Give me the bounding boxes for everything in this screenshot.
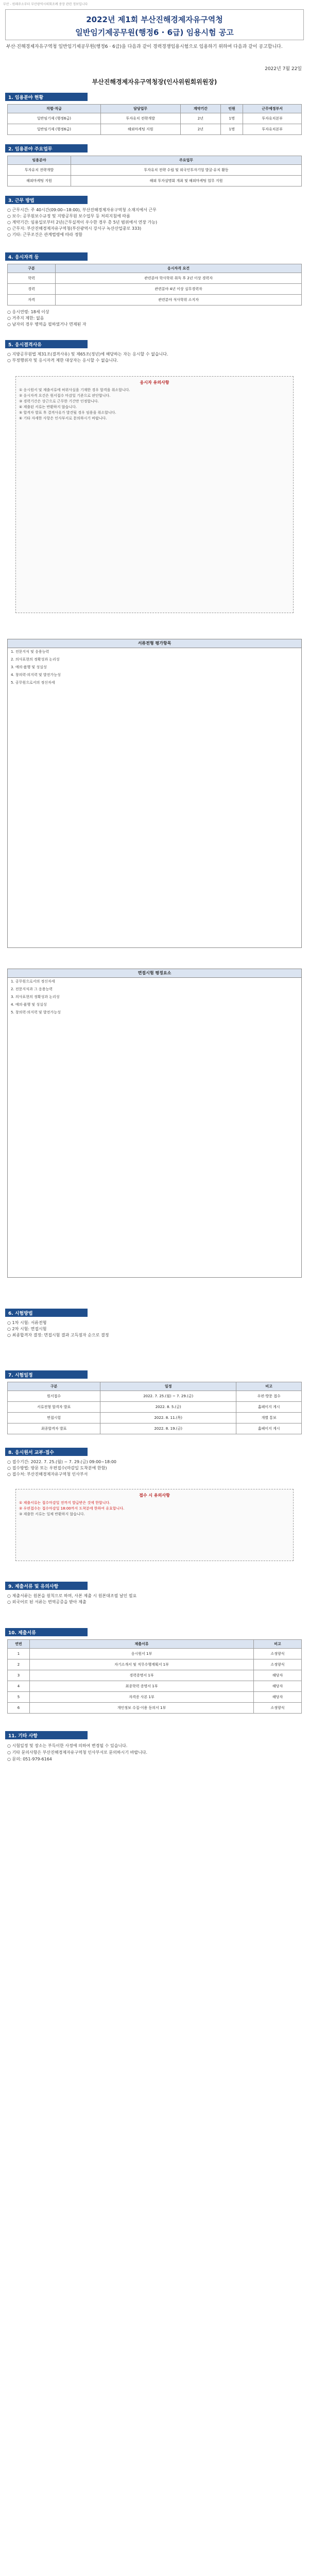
cell: 해당자	[254, 1681, 302, 1692]
table-row	[8, 1413, 302, 1423]
list-item: 4. 창의력·의지력 및 발전가능성	[11, 673, 61, 677]
cell: 투자유치 전략 수립 및 외국인투자기업 발굴·유치 활동	[71, 165, 302, 176]
cell: 해외마케팅 지원	[100, 124, 180, 135]
notice-line: ⑤ 합격자 발표 후 결격사유가 발견될 경우 임용을 취소합니다.	[19, 411, 116, 415]
section-7-title: 7. 시험일정	[5, 1370, 88, 1379]
list-item: 4. 예의·품행 및 성실성	[11, 1003, 47, 1007]
applicant-notice-box	[15, 376, 294, 613]
schedule-table	[7, 1382, 302, 1434]
section-11-title: 11. 기타 사항	[5, 1731, 88, 1739]
t1-h0: 직렬·직급	[8, 105, 101, 113]
table-row	[8, 165, 302, 176]
cell: 홈페이지 게시	[236, 1402, 302, 1413]
section-3-title: 3. 근무 방법	[5, 196, 88, 204]
table-row	[8, 124, 302, 135]
list-item: 5. 공무원으로서의 정신자세	[11, 681, 55, 685]
cell: 2022. 8. 11.(목)	[100, 1413, 236, 1423]
cell: 일반임기제 (행정6급)	[8, 124, 101, 135]
cell: 개별 통보	[236, 1413, 302, 1423]
table-row	[8, 1402, 302, 1413]
announcement-date: 2022년 7월 22일	[265, 66, 302, 72]
notice-line: ② 응시자격 요건은 원서접수 마감일 기준으로 판단합니다.	[19, 394, 111, 398]
cell: 경력증명서 1부	[30, 1670, 254, 1681]
t4-h1: 응시자격 요건	[56, 264, 302, 273]
title-line1: 2022년 제1회 부산진해경제자유구역청	[86, 15, 223, 24]
eligibility-text: ○ 응시연령: 18세 이상 ○ 거주지 제한: 없음 ○ 남자의 경우 병역을 필하였거나 면제된 자	[7, 310, 87, 327]
t7-h0: 구분	[8, 1382, 100, 1391]
cell: 해당자	[254, 1670, 302, 1681]
section-5-title: 5. 응시결격사유	[5, 340, 88, 348]
cell: 투자유치본부	[243, 113, 302, 124]
cell: 해외마케팅 지원	[8, 176, 71, 187]
cell: 우편·방문 접수	[236, 1391, 302, 1402]
cell: 5	[8, 1692, 30, 1703]
notice-line: ③ 경력기간은 상근으로 근무한 기간만 인정합니다.	[19, 399, 99, 403]
organization-name: 부산진해경제자유구역청장(인사위원회위원장)	[92, 78, 217, 86]
list-item: 3. 의사표현의 정확성과 논리성	[11, 995, 60, 999]
documents-table	[7, 1639, 302, 1714]
section-9-title: 9. 제출서류 및 유의사항	[5, 1582, 88, 1590]
t4-h0: 구분	[8, 264, 56, 273]
t1-h1: 담당업무	[100, 105, 180, 113]
cell: 6	[8, 1703, 30, 1714]
disqualification-text: ○ 지방공무원법 제31조(결격사유) 및 제65조(정년)에 해당하는 자는 응시할 수 없습니다. ○ 부정행위자 및 응시자격 제한 대상자는 응시할 수 없습니다.	[7, 352, 168, 363]
cell: 3	[8, 1670, 30, 1681]
table-row	[8, 284, 302, 295]
table-row	[8, 295, 302, 306]
recruitment-table	[7, 104, 302, 135]
duties-table	[7, 156, 302, 187]
cell: 자격증 사본 1부	[30, 1692, 254, 1703]
list-item: 2. 전문지식과 그 응용능력	[11, 987, 53, 991]
cell: 2022. 8. 19.(금)	[100, 1423, 236, 1434]
t10-h0: 연번	[8, 1640, 30, 1649]
t10-h2: 비고	[254, 1640, 302, 1649]
list-item: 3. 예의·품행 및 성실성	[11, 665, 47, 669]
section-10-title: 10. 제출서류	[5, 1628, 88, 1636]
table-row	[8, 1649, 302, 1659]
t1-h3: 인원	[221, 105, 243, 113]
cell: 경력	[8, 284, 56, 295]
t1-h2: 계약기간	[180, 105, 220, 113]
notice-line: ① 제출서류는 접수마감일 전까지 발급받은 것에 한합니다.	[19, 1501, 111, 1505]
t2-h0: 임용분야	[8, 156, 71, 165]
cell: 관련분야 4년 이상 실무경력자	[56, 284, 302, 295]
section-2-title: 2. 임용분야 주요업무	[5, 144, 88, 152]
submission-notes-text: ○ 제출서류는 원본을 원칙으로 하며, 사본 제출 시 원본대조필 날인 필요 ○ 외국어로 된 서류는 번역공증을 받아 제출	[7, 1594, 137, 1604]
cell: 2년	[180, 113, 220, 124]
cell: 2	[8, 1659, 30, 1670]
exam-method-text: ○ 1차 시험: 서류전형 ○ 2차 시험: 면접시험 ○ 최종합격자 결정: 면접시험 결과 고득점자 순으로 결정	[7, 1320, 109, 1337]
screening-header: 서류전형 평가항목	[8, 639, 301, 648]
notice-line: ③ 제출한 서류는 일체 반환하지 않습니다.	[19, 1512, 85, 1516]
title-box	[5, 9, 304, 40]
cell: 투자유치 전략개발	[8, 165, 71, 176]
cell: 응시원서 1부	[30, 1649, 254, 1659]
notice-title: 접수 시 유의사항	[139, 1493, 170, 1498]
t7-h1: 일정	[100, 1382, 236, 1391]
t7-h2: 비고	[236, 1382, 302, 1391]
notice-line: ④ 제출된 서류는 반환하지 않습니다.	[19, 405, 77, 409]
cell: 4	[8, 1681, 30, 1692]
cell: 개인정보 수집·이용 동의서 1부	[30, 1703, 254, 1714]
qualification-table	[7, 264, 302, 306]
title-line2: 일반임기제공무원(행정6 · 6급) 임용시험 공고	[75, 28, 234, 37]
work-conditions-text: ○ 근무시간: 주 40시간(09:00~18:00), 부산진해경제자유구역청 소재지에서 근무 ○ 보수: 공무원보수규정 및 지방공무원 보수업무 등 처리지침에 따름 ○ 계약기간: 임용일로부터 2년(근무실적이 우수한 경우 총 5년 범위에서 연장 가능) ○ 근무지: 부산진해경제자유구역청(부산광역시 강서구 녹산산업중로 333) ○ 기타: 근무조건은 관계법령에 따라 정함	[7, 208, 158, 237]
cell: 1명	[221, 113, 243, 124]
t2-h1: 주요업무	[71, 156, 302, 165]
top-note: 부산 - 원래주소부터 부산광역시의회조례 중장 관련 정보입니다	[3, 3, 88, 6]
table-row	[8, 1681, 302, 1692]
t10-h1: 제출서류	[30, 1640, 254, 1649]
cell: 최종합격자 발표	[8, 1423, 100, 1434]
interview-table	[7, 969, 302, 1278]
section-8-title: 8. 응시원서 교부·접수	[5, 1448, 88, 1456]
cell: 홈페이지 게시	[236, 1423, 302, 1434]
cell: 최종학력 증명서 1부	[30, 1681, 254, 1692]
table-row	[8, 1423, 302, 1434]
cell: 2022. 8. 5.(금)	[100, 1402, 236, 1413]
table-row	[8, 1703, 302, 1714]
cell: 일반임기제 (행정6급)	[8, 113, 101, 124]
notice-line: ① 응시원서 및 제출서류에 허위사실을 기재한 경우 합격을 취소합니다.	[19, 388, 130, 392]
table-row	[8, 1692, 302, 1703]
document-screening-table	[7, 639, 302, 948]
cell: 2022. 7. 25.(월) ~ 7. 29.(금)	[100, 1391, 236, 1402]
table-row	[8, 273, 302, 284]
cell: 해외 투자설명회 개최 및 해외마케팅 업무 지원	[71, 176, 302, 187]
cell: 해당자	[254, 1692, 302, 1703]
application-text: ○ 접수기간: 2022. 7. 25.(월) ~ 7. 29.(금) 09:00~18:00 ○ 접수방법: 방문 또는 우편접수(마감일 도착분에 한함) ○ 접수처: 부산진해경제자유구역청 인사부서	[7, 1460, 117, 1477]
section-1-title: 1. 임용분야 현황	[5, 93, 88, 101]
cell: 원서접수	[8, 1391, 100, 1402]
section-4-title: 4. 응시자격 등	[5, 252, 88, 261]
other-matters-text: ○ 시험일정 및 장소는 부득이한 사정에 의하여 변경될 수 있습니다. ○ 기타 문의사항은 부산진해경제자유구역청 인사부서로 문의하시기 바랍니다. ○ 문의: 051-979-6164	[7, 1743, 148, 1761]
cell: 소정양식	[254, 1703, 302, 1714]
notice-line: ② 우편접수는 접수마감일 18:00까지 도착분에 한하여 유효합니다.	[19, 1506, 125, 1511]
notice-line: ⑥ 기타 자세한 사항은 인사부서로 문의하시기 바랍니다.	[19, 416, 107, 420]
cell: 투자유치본부	[243, 124, 302, 135]
table-row	[8, 113, 302, 124]
intro-text: 부산·진해경제자유구역청 일반임기제공무원(행정6 · 6급)을 다음과 같이 경력경쟁임용시험으로 임용하기 위하여 다음과 같이 공고합니다.	[6, 44, 283, 49]
cell: 소정양식	[254, 1659, 302, 1670]
table-row	[8, 1391, 302, 1402]
list-item: 2. 의사표현의 정확성과 논리성	[11, 657, 60, 662]
cell: 학력	[8, 273, 56, 284]
cell: 면접시험	[8, 1413, 100, 1423]
application-notice-box	[15, 1489, 294, 1561]
cell: 소정양식	[254, 1649, 302, 1659]
cell: 1	[8, 1649, 30, 1659]
cell: 자격	[8, 295, 56, 306]
list-item: 1. 공무원으로서의 정신자세	[11, 979, 55, 984]
t1-h4: 근무예정부서	[243, 105, 302, 113]
interview-header: 면접시험 평정요소	[8, 969, 301, 978]
list-item: 1. 전문지식 및 응용능력	[11, 650, 49, 654]
cell: 1명	[221, 124, 243, 135]
cell: 2년	[180, 124, 220, 135]
table-row	[8, 1670, 302, 1681]
list-item: 5. 창의력·의지력 및 발전가능성	[11, 1010, 61, 1014]
cell: 관련분야 학사학위 취득 후 2년 이상 경력자	[56, 273, 302, 284]
section-6-title: 6. 시험방법	[5, 1309, 88, 1317]
table-row	[8, 1659, 302, 1670]
cell: 자기소개서 및 직무수행계획서 1부	[30, 1659, 254, 1670]
notice-title: 응시자 유의사항	[140, 380, 169, 385]
table-row	[8, 176, 302, 187]
cell: 서류전형 합격자 발표	[8, 1402, 100, 1413]
cell: 투자유치 전략개발	[100, 113, 180, 124]
cell: 관련분야 석사학위 소지자	[56, 295, 302, 306]
